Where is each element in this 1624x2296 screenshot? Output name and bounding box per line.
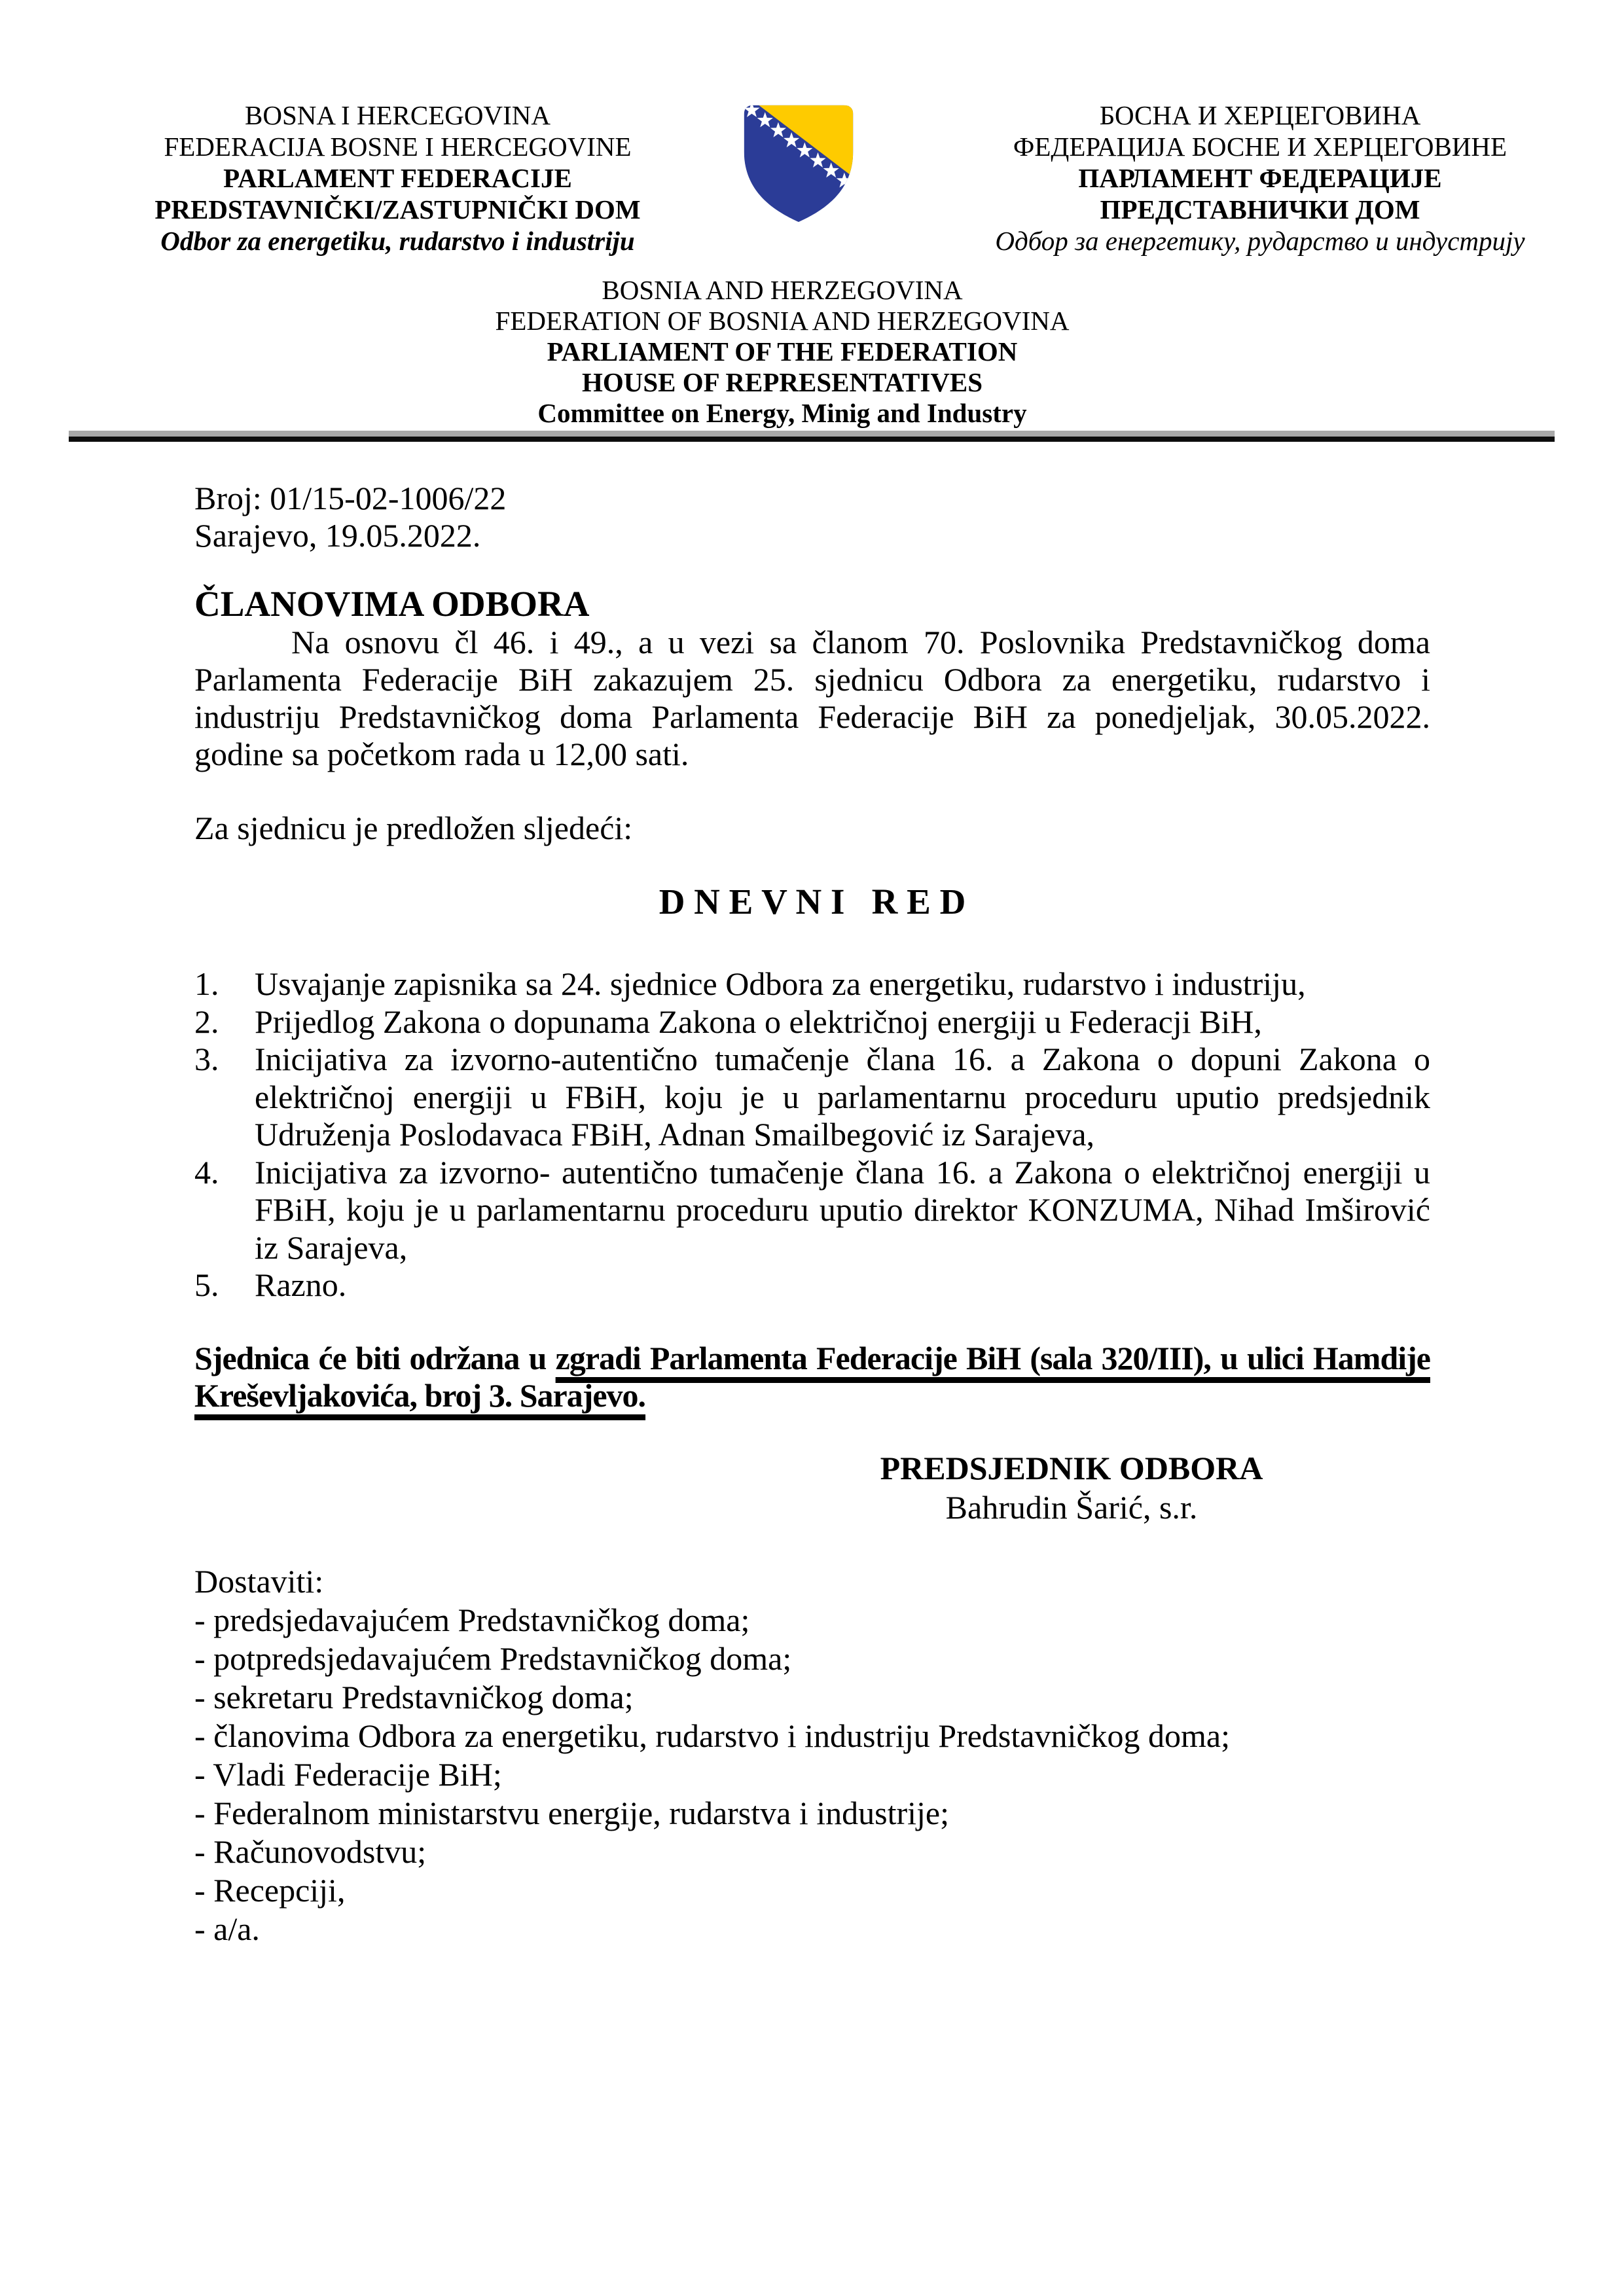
letterhead-line: PARLAMENT FEDERACIJE: [223, 163, 572, 193]
agenda-item: Usvajanje zapisnika sa 24. sjednice Odbora za energetiku, rudarstvo i industriju,: [255, 965, 1306, 1002]
agenda-item: Inicijativa za izvorno- autentično tumačenje člana 16. a Zakona o električnoj energiji u FBiH, koju je u parlamentarnu proceduru uputio direktor KONZUMA, Nihad Imširović iz Sarajeva,: [255, 1153, 1430, 1266]
distribution-heading: Dostaviti:: [194, 1562, 324, 1600]
distribution-item: - a/a.: [194, 1910, 260, 1947]
intro-paragraph: Na osnovu čl 46. i 49., a u vezi sa članom 70. Poslovnika Predstavničkog doma Parlamenta Federacije BiH zakazujem 25. sjednicu Odbora za energetiku, rudarstvo i industriju Predstavničkog doma Parlamenta Federacije BiH za ponedjeljak, 30.05.2022. godine sa početkom rada u 12,00 sati.: [194, 624, 1430, 772]
divider-gray-band: [69, 431, 1555, 437]
letterhead-line: ПАРЛАМЕНТ ФЕДЕРАЦИЈЕ: [1078, 163, 1442, 193]
letterhead-line: Одбор за енергетику, рударство и индустрију: [995, 226, 1525, 256]
proposal-line: Za sjednicu je predložen sljedeći:: [194, 810, 633, 846]
agenda-item: Inicijativa za izvorno-autentično tumačenje člana 16. a Zakona o dopuni Zakona o električnoj energiji u FBiH, koju je u parlamentarnu proceduru uputio predsjednik Udruženja Poslodavaca FBiH, Adnan Smailbegović iz Sarajeva,: [255, 1041, 1430, 1153]
letterhead-cyrillic-block: [929, 99, 1591, 257]
letterhead-line: ФЕДЕРАЦИЈА БОСНЕ И ХЕРЦЕГОВИНЕ: [1013, 132, 1507, 162]
distribution-item: - sekretaru Predstavničkog doma;: [194, 1678, 634, 1715]
agenda-item: Razno.: [255, 1266, 347, 1303]
agenda-item: Prijedlog Zakona o dopunama Zakona o električnoj energiji u Federacji BiH,: [255, 1003, 1262, 1040]
letterhead-bosnian-block: [69, 99, 727, 257]
agenda-title: D N E V N I R E D: [659, 882, 966, 922]
distribution-item: - Recepciji,: [194, 1871, 346, 1909]
letterhead-line: FEDERACIJA BOSNE I HERCEGOVINE: [164, 132, 632, 162]
letterhead-line: BOSNA I HERCEGOVINA: [245, 100, 550, 130]
coat-of-arms-fbih-icon: [734, 101, 863, 224]
letterhead-english-block: [196, 275, 1368, 429]
venue-notice-prefix: Sjednica će biti održana u: [194, 1339, 556, 1376]
venue-notice-paragraph: [194, 1340, 1430, 1414]
letterhead-line: ПРЕДСТАВНИЧКИ ДОМ: [1100, 194, 1420, 224]
letterhead-line: Odbor za energetiku, rudarstvo i industriju: [160, 226, 635, 256]
letterhead-line: FEDERATION OF BOSNIA AND HERZEGOVINA: [495, 306, 1070, 336]
letterhead-line: PREDSTAVNIČKI/ZASTUPNIČKI DOM: [154, 194, 641, 224]
distribution-block: [194, 1562, 1430, 1948]
distribution-item: - članovima Odbora za energetiku, rudarstvo i industriju Predstavničkog doma;: [194, 1717, 1231, 1754]
venue-notice-underlined: zgradi Parlamenta Federacije BiH (sala 320/III), u ulici Hamdije Kreševljakovića, broj 3. Sarajevo.: [194, 1339, 1430, 1414]
distribution-item: - Federalnom ministarstvu energije, rudarstva i industrije;: [194, 1794, 949, 1831]
agenda-list: [194, 965, 1430, 1304]
letterhead-line: BOSNIA AND HERZEGOVINA: [602, 275, 963, 305]
signature-block: [777, 1448, 1366, 1527]
letterhead-line: HOUSE OF REPRESENTATIVES: [581, 367, 983, 397]
reference-number-line: Broj: 01/15-02-1006/22: [194, 480, 507, 516]
letterhead-divider: [69, 431, 1555, 442]
distribution-item: - Vladi Federacije BiH;: [194, 1755, 502, 1793]
signature-title: PREDSJEDNIK ODBORA: [880, 1449, 1263, 1486]
distribution-item: - Računovodstvu;: [194, 1833, 427, 1870]
signature-name: Bahrudin Šarić, s.r.: [945, 1488, 1198, 1526]
distribution-item: - predsjedavajućem Predstavničkog doma;: [194, 1601, 750, 1638]
addressee-heading: ČLANOVIMA ODBORA: [194, 584, 590, 624]
distribution-item: - potpredsjedavajućem Predstavničkog doma;: [194, 1640, 792, 1677]
divider-black-band: [69, 437, 1555, 442]
letter-body: [194, 480, 1430, 1948]
letterhead-line: PARLIAMENT OF THE FEDERATION: [547, 336, 1018, 367]
place-date-line: Sarajevo, 19.05.2022.: [194, 517, 481, 554]
letterhead-line: Committee on Energy, Minig and Industry: [537, 398, 1027, 428]
letterhead-line: БОСНА И ХЕРЦЕГОВИНА: [1099, 100, 1421, 130]
